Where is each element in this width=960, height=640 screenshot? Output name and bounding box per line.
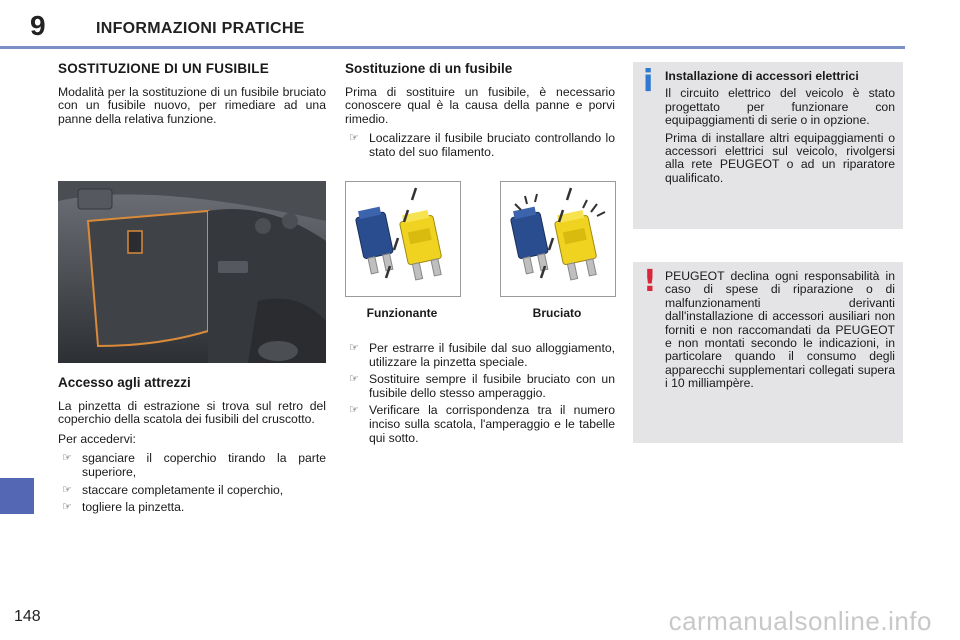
pointer-icon: ☞: [349, 404, 359, 417]
chapter-title: INFORMAZIONI PRATICHE: [96, 20, 305, 37]
column-fuse-steps: [345, 342, 615, 451]
access-steps-list: [58, 452, 326, 514]
fuse-burnt-caption: Bruciato: [532, 306, 582, 320]
pointer-icon: ☞: [62, 483, 72, 496]
column-fuse-replacement: [345, 62, 615, 166]
intro-paragraph: Modalità per la sostituzione di un fusibile bruciato con un fusibile nuovo, per rimediare ad una panne della relativa funzione.: [58, 84, 326, 126]
list-item: ☞ Per estrarre il fusibile dal suo alloggiamento, utilizzare la pinzetta speciale.: [349, 341, 615, 369]
info-icon: i: [643, 64, 654, 99]
warning-text: PEUGEOT declina ogni responsabilità in caso di spese di riparazione o di malfunzionamenti derivanti dall'installazione di accessori ausiliari non forniti e non raccomandati da PEUGEOT e non montati secondo le indicazioni, in particolare quando il consumo degli apparecchi supplementari collegati supera i 10 milliampère.: [665, 269, 895, 391]
list-item: ☞ staccare completamente il coperchio,: [62, 482, 284, 497]
warning-box: [633, 262, 903, 443]
fuse-ok-illustration: [345, 181, 461, 297]
pointer-icon: ☞: [349, 342, 359, 354]
list-item: ☞ Localizzare il fusibile bruciato controllando lo stato del suo filamento.: [349, 131, 615, 159]
pointer-icon: ☞: [349, 132, 359, 145]
list-item: ☞ togliere la pinzetta.: [62, 500, 185, 515]
info-box-title: Installazione di accessori elettrici: [665, 69, 859, 83]
chapter-side-tab: [0, 478, 34, 514]
watermark: carmanualsonline.info: [668, 606, 932, 636]
dashboard-fuse-box-photo: [58, 181, 326, 363]
info-box-para2: Prima di installare altri equipaggiamenti o accessori elettrici sul veicolo, rivolgersi alla rete PEUGEOT o ad un riparatore qualificato.: [665, 130, 895, 185]
chapter-number: 9: [30, 10, 46, 41]
column-tools-access: [58, 376, 326, 521]
warning-icon: !: [643, 264, 657, 299]
tools-title: Accesso agli attrezzi: [58, 375, 191, 390]
pointer-icon: ☞: [62, 452, 72, 465]
fuse-step1-list: [345, 132, 615, 159]
info-box-accessories: [633, 62, 903, 229]
list-item: ☞ Sostituire sempre il fusibile bruciato con un fusibile dello stesso amperaggio.: [349, 372, 615, 400]
pointer-icon: ☞: [62, 501, 72, 514]
header-rule: [0, 46, 905, 49]
column-fuse-replacement-intro: [58, 62, 326, 132]
section-title: SOSTITUZIONE DI UN FUSIBILE: [58, 61, 269, 76]
access-label: Per accedervi:: [58, 431, 136, 446]
fuse-ok-caption: Funzionante: [366, 306, 438, 320]
fuse-steps-list: [345, 342, 615, 445]
warning-box-text: [665, 270, 895, 395]
pointer-icon: ☞: [349, 373, 359, 386]
fuse-intro-paragraph: Prima di sostituire un fusibile, è necessario conoscere qual è la causa della panne e porvi rimedio.: [345, 84, 615, 126]
fuse-replacement-title: Sostituzione di un fusibile: [345, 61, 513, 76]
page-number: 148: [14, 608, 41, 625]
tools-paragraph: La pinzetta di estrazione si trova sul retro del coperchio della scatola dei fusibili del cruscotto.: [58, 398, 326, 427]
info-box-text: [665, 70, 895, 189]
info-box-para1: Il circuito elettrico del veicolo è stato progettato per funzionare con equipaggiamenti di serie o in opzione.: [665, 86, 895, 128]
fuse-burnt-illustration: [500, 181, 616, 297]
list-item: ☞ Verificare la corrispondenza tra il numero inciso sulla scatola, l'amperaggio e le tabelle qui sotto.: [349, 403, 615, 445]
list-item: ☞ sganciare il coperchio tirando la parte superiore,: [62, 451, 326, 479]
